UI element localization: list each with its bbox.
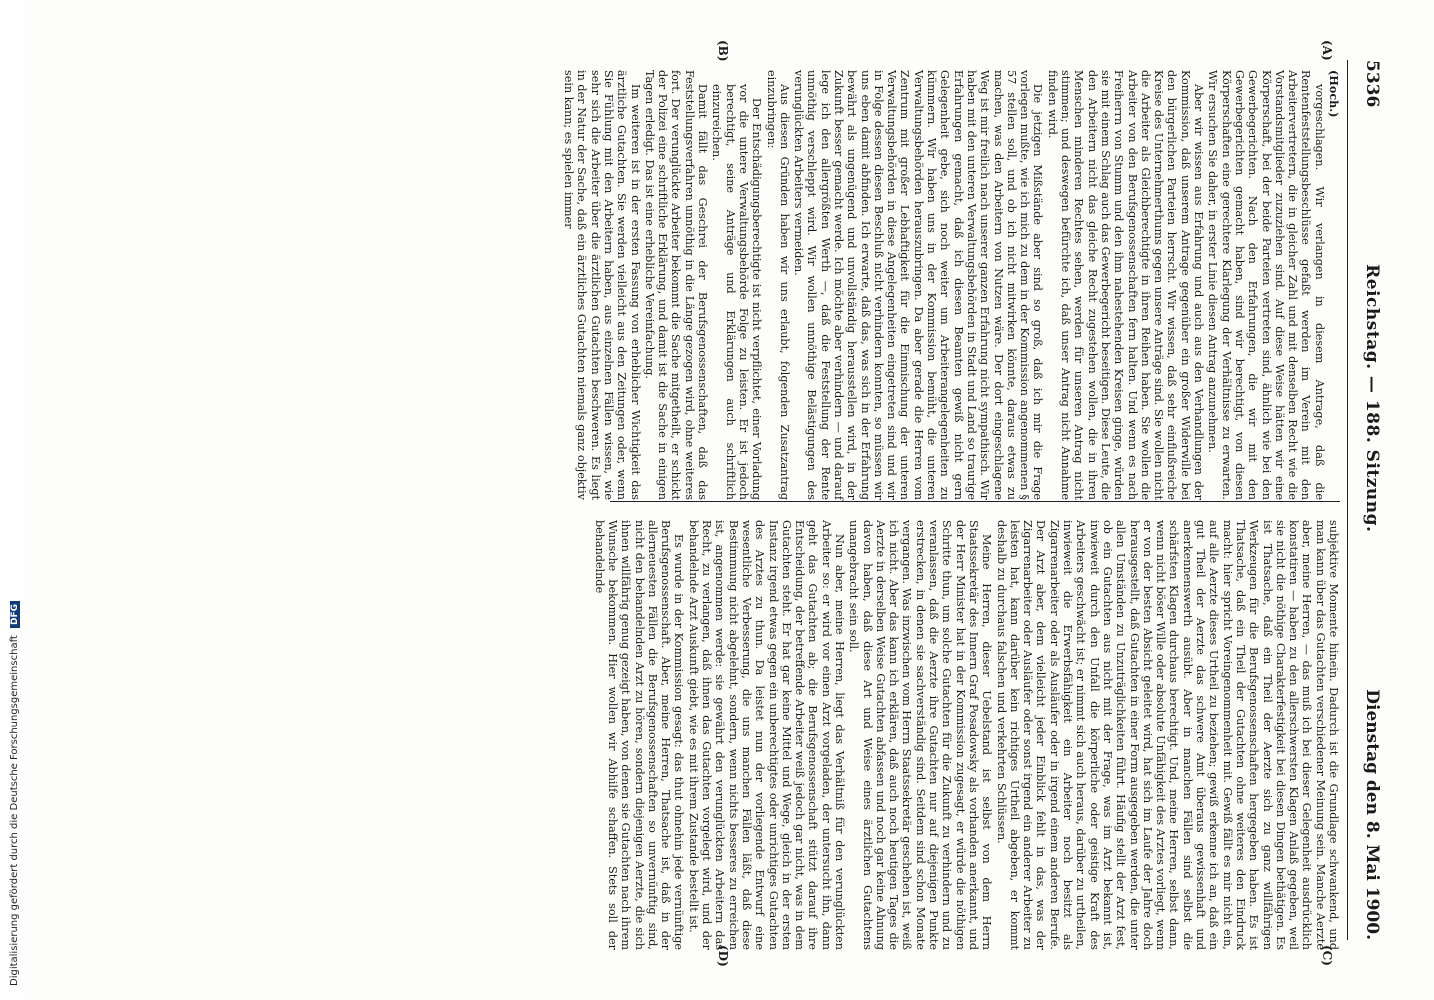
digitization-credit — [9, 601, 20, 986]
paragraph: Damit fällt das Geschrei der Berufsgenossenschaften, daß das Feststellungsverfahren unnöthig in die Länge gezogen wird, ohne weiteres fort. Der verunglückte Arbeiter bekommt die Sache mitgetheilt, er schickt der Polizei eine schriftliche Erklärung, und damit ist die Sache in einigen Tagen erledigt. Das ist eine erhebliche Vereinfachung. — [642, 70, 710, 500]
page-title: Reichstag. — 188. Sitzung. — [1362, 264, 1382, 533]
paragraph: Im weiteren ist in der ersten Fassung von erheblicher Wichtigkeit das ärztliche Gutachten. Sie werden vielleicht aus den Zeitungen oder, wenn Sie Fühlung mit den Arbeitern haben, aus einzelnen Fällen wissen, wie sehr sich die Arbeiter über die ärztlichen Gutachten beschweren. Es liegt in der Natur der Sache, daß ein ärztliches Gutachten niemals ganz objektiv sein kann; es spielen immer — [562, 70, 642, 500]
page-number: 5336 — [1362, 60, 1382, 108]
page-date: Dienstag den 8. Mai 1900. — [1362, 689, 1382, 940]
right-text-column — [591, 520, 1340, 950]
left-text-column — [561, 70, 1340, 500]
digitization-credit-strip — [0, 0, 24, 1000]
paragraph: Aber wir wissen aus Erfahrung und auch aus den Verhandlungen der Kommission, daß unserem Antrage gegenüber ein großer Widerwille bei den bürgerlichen Parteien herrscht. Wir wissen, daß sehr einflußreiche Kreise des Unternehmerthums gegen unsere Anträge sind. Sie wollen nicht die Arbeiter als Gleichberechtigte in ihren Reihen haben. Sie wollen die Arbeiter von den Berufsgenossenschaften fern halten. Und wenn es nach Freiherrn von Stumm und den ihm nahestehenden Kreisen ginge, würden sie mit einem Schlag auch das Gewerbegericht beseitigen. Diese Leute, die den Arbeitern nicht das gleiche Recht zugestehen wollen, die in ihren Menschen minderen Rechtes sehen, werden für unseren Antrag nicht stimmen; und deswegen befürchte ich, daß unser Antrag nicht Annahme finden wird. — [1045, 70, 1206, 500]
margin-mark-d: (D) — [716, 945, 730, 967]
credit-text: Digitalisierung gefördert durch die Deutsche Forschungsgemeinschaft — [9, 635, 20, 986]
margin-mark-b: (B) — [716, 40, 730, 62]
quoted-amendment: Der Entschädigungsberechtigte ist nicht verpflichtet, einer Vorladung vor die untere Verwaltungsbehörde Folge zu leisten. Er ist jedoch berechtigt, seine Anträge und Erklärungen auch schriftlich einzureichen. — [710, 84, 764, 500]
column-divider — [610, 501, 1340, 502]
margin-mark-c: (C) — [1320, 945, 1334, 966]
paragraph: vorgeschlagen. Wir verlangen in diesem Antrage, daß die Rentenfeststellungsbeschlüsse gefaßt werden im Verein mit den Arbeitervertretern, die in gleicher Zahl und mit denselben Recht wie die Vorstandsmitglieder zuzuziehen sind. Auf diese Weise hätten wir eine Körperschaft, bei der beide Parteien vertreten sind, ähnlich wie bei den Gewerbegerichten. Nach den Erfahrungen, die wir mit den Gewerbegerichten gemacht haben, sind wir berechtigt, von diesen Körperschaften eine gerechtere Klarlegung der Verhältnisse zu erwarten. Wir ersuchen Sie daher, in erster Linie diesen Antrag anzunehmen. — [1206, 70, 1326, 500]
paragraph: Nun aber, meine Herren, liegt das Verhältniß für den verunglückten Arbeiter so: er wird vor einen Arzt vorgeladen, der untersucht ihn, dann geht das Gutachten ab; die Berufsgenossenschaft stützt darauf ihre Entscheidung, der betreffende Arbeiter weiß jedoch gar nicht, was in dem Gutachten steht. Er hat gar keine Mittel und Wege, gleich in der ersten Instanz irgend etwas gegen ein unberechtigtes oder unrichtiges Gutachten des Arztes zu thun. Da leistet nun der vorliegende Entwurf eine wesentliche Verbesserung, die uns manchen Fällen läßt, daß diese Bestimmung nicht abgelehnt, sondern, wenn nichts besseres zu erreichen ist, angenommen werde: sie gewährt den verunglückten Arbeitern das Recht, zu verlangen, daß ihnen das Gutachten vorgelegt wird, und der behandelnde Arzt Auskunft giebt, wie es mit ihrem Zustande bestellt ist. — [686, 520, 847, 950]
margin-mark-a: (A) — [1320, 40, 1334, 61]
page-header — [1347, 60, 1382, 940]
paragraph: Aus diesen Gründen haben wir uns erlaubt, folgenden Zusatzantrag einzubringen: — [764, 70, 791, 500]
paragraph: Es wurde in der Kommission gesagt: das thut ohnehin jede vernünftige Berufsgenossenschaft. Aber, meine Herren, Thatsache ist, daß in der allerneuesten Fällen die Berufsgenossenschaften so unvernünftig sind, nicht den behandelnden Arzt zu hören, sondern diejenigen Aerzte, die sich ihnen willfährig genug gezeigt haben, von denen sie Gutachten nach ihrem Wunsche bekommen. Hier wollen wir Abhilfe schaffen. Stets soll der behandelnde — [592, 520, 686, 950]
paragraph: Meine Herren, dieser Uebelstand ist selbst von dem Herrn Staatssekretär des Innern Graf Posadowsky als vorhanden anerkannt, und der Herr Minister hat in der Kommission zugesagt, er würde die nöthigen Schritte thun, um solche Gutachten für die Zukunft zu verhindern und zu veranlassen, daß die Aerzte ihre Gutachten nur auf diejenigen Punkte erstrecken, in denen sie sachverständig sind. Seitdem sind schon Monate vergangen. Was inzwischen vom Herrn Staatssekretär geschehen ist, weiß ich nicht. Aber das kann ich erklären, daß auch noch heutigen Tages die Aerzte in derselben Weise Gutachten abfassen und noch gar keine Ahnung davon haben, daß diese Art und Weise eines ärztlichen Gutachtens unangebracht sein soll. — [847, 520, 994, 950]
dfg-logo: DFG — [10, 601, 20, 628]
speaker-name: (Hoch.) — [1327, 70, 1341, 118]
paragraph: subjektive Momente hinein. Dadurch ist die Grundlage schwankend, und man kann über das Gutachten verschiedener Meinung sein. Manche Aerzte aber, meine Herren, — das muß ich bei dieser Gelegenheit ausdrücklich konstatiren — haben zu den allerschwersten Klagen Anlaß gegeben, weil sie nicht die nöthige Charakterfestigkeit bei diesen Dingen bethätigen. Es ist Thatsache, daß ein Theil der Aerzte sich zu ganz willfährigen Werkzeugen für die Berufsgenossenschaften hergegeben haben. Es ist Thatsache, daß ein Theil der Gutachten ohne weiteres den Eindruck macht: hier spricht Voreingenommenheit mit. Gewiß fällt es mir nicht ein, auf alle Aerzte dieses Urtheil zu beziehen; gewiß erkenne ich an, daß ein gut Theil der Aerzte das schwere Amt überaus gewissenhaft und anerkennenswerth ausübt. Aber in manchen Fällen sind selbst die schärfsten Klagen durchaus berechtigt. Und, meine Herren, selbst dann, wenn nicht böser Wille oder absolute Unfähigkeit des Arztes vorliegt, wenn er von der besten Absicht geleitet wird, hat sich im Laufe der Jahre doch herausgestellt, daß Gutachten in einer Form ausgegeben werden, die unter allen Umständen zu Unzuträglichkeiten führt. Häufig stellt der Arzt fest, ob ein Gutachten aus nicht mit der Frage, was im Arzt bekannt ist, inwieweit durch den Unfall die körperliche oder geistige Kraft des Arbeiters geschwächt ist; er nimmt sich auch heraus, darüber zu urtheilen, inwieweit die Erwerbsfähigkeit ein Arbeiter noch besitzt als Zigarrenarbeiter oder als Ausläufer oder in irgend einem anderen Berufe. Der Arzt aber, dem vielleicht jeder Einblick fehlt in das, was der Zigarrenarbeiter oder Ausläufer oder sonst irgend ein anderer Arbeiter zu leisten hat, kann darüber kein richtiges Urtheil abgeben, er kommt deshalb zu durchaus falschen und verkehrten Schlüssen. — [994, 520, 1340, 950]
paragraph: Die jetzigen Mißstände aber sind so groß, daß ich mir die Frage vorlegen mußte, wie ich mich zu dem in der Kommission angenommenen § 57 stellen soll, und ob ich nicht mitwirken könnte, daraus etwas zu machen, was den Arbeitern von Nutzen wäre. Der dort eingeschlagene Weg ist mir freilich nach unserer ganzen Erfahrung nicht sympathisch. Wir haben mit den unteren Verwaltungsbehörden in Stadt und Land so traurige Erfahrungen gemacht, daß ich diesen Beamten gewiß nicht gern Gelegenheit gebe, sich noch weiter um Arbeiterangelegenheiten zu kümmern. Wir haben uns in der Kommission bemüht, die unteren Verwaltungsbehörden herauszubringen. Da aber gerade die Herren vom Zentrum mit großer Lebhaftigkeit für die Einmischung der unteren Verwaltungsbehörden in diese Angelegenheiten eingetreten sind und wir in Folge dessen diesen Beschluß nicht verhindern konnten, so müssen wir uns eben damit abfinden. Ich erwarte, daß das, was sich in der Erfahrung bewährt als ungenügend und unvollständig herausstellen wird, in der Zukunft besser gemacht werde. Ich möchte aber verhindern — und darauf lege ich den allergrößten Werth —, daß die Feststellung der Rente unnöthig verschleppt wird. Wir wollen unnöthige Belästigungen des verunglückten Arbeiters vermeiden. — [792, 70, 1045, 500]
